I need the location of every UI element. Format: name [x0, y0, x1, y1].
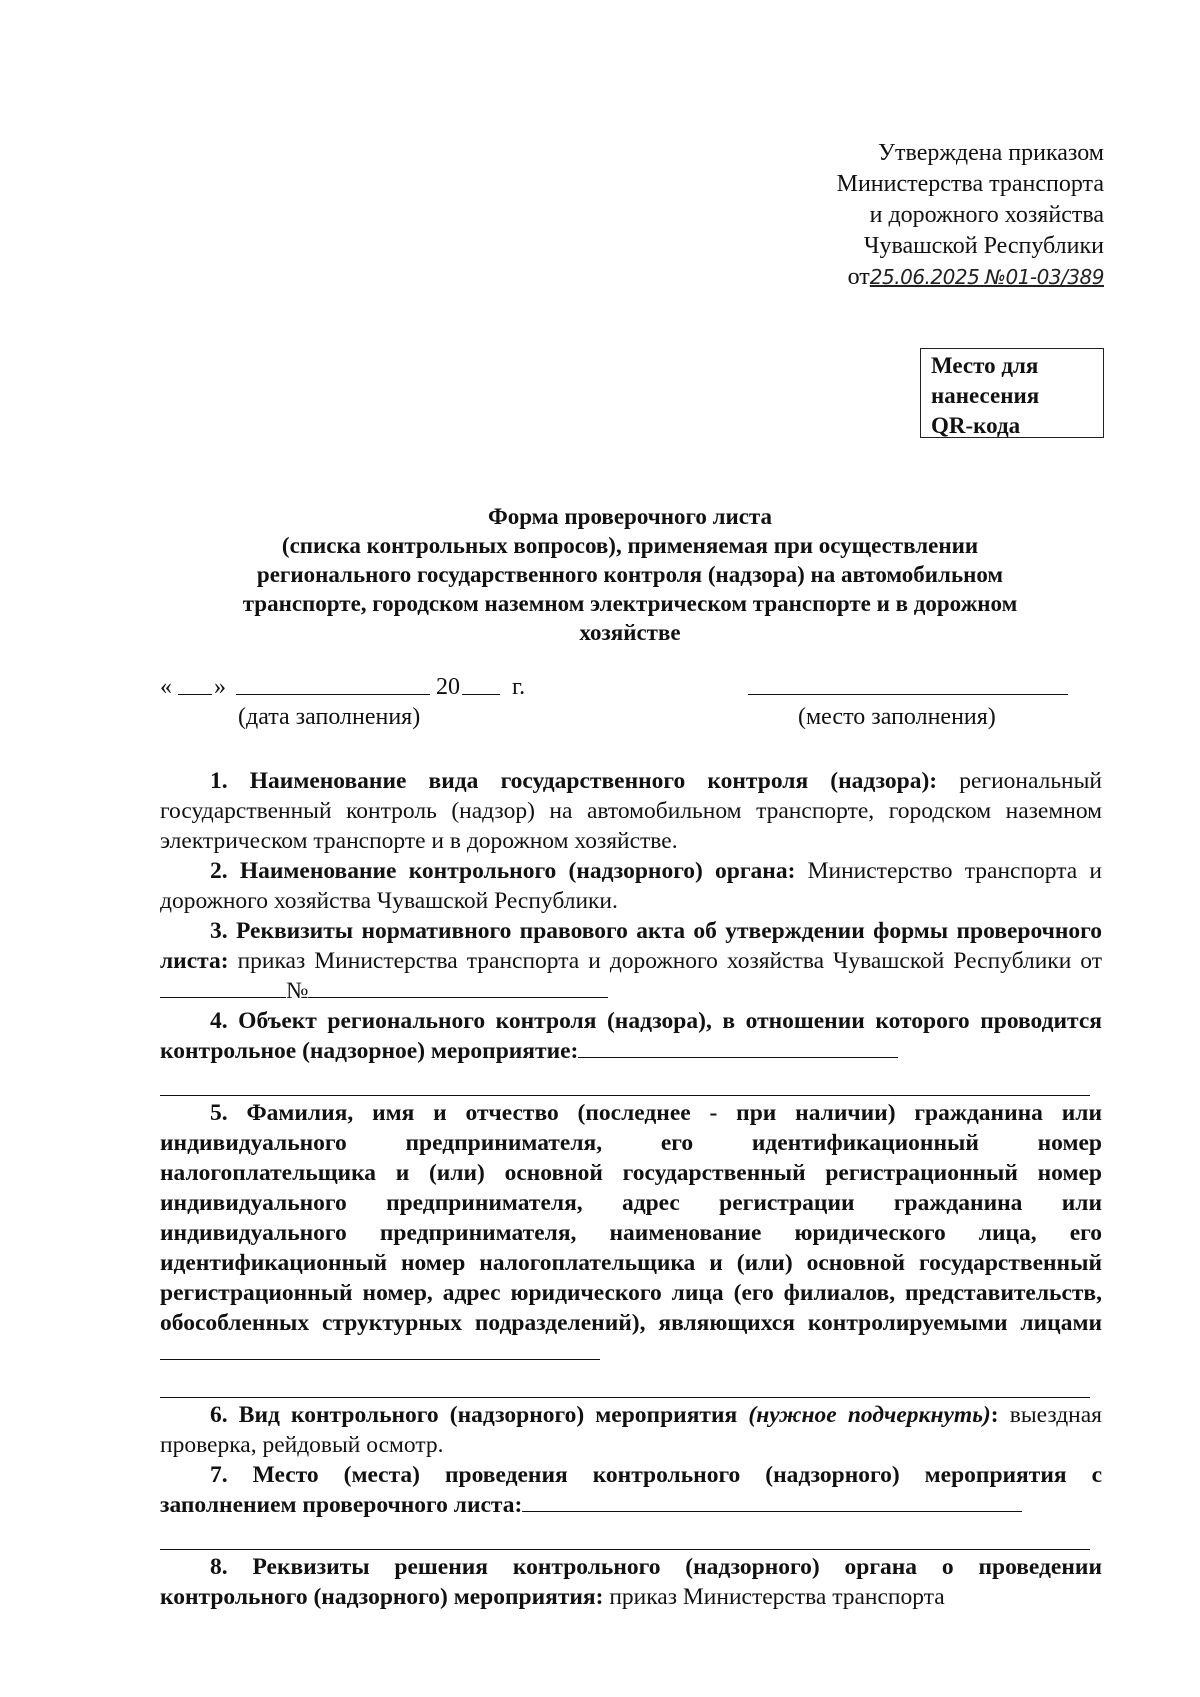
- item-3-number-sign: №: [286, 978, 309, 1004]
- item-5-blank[interactable]: [160, 1339, 600, 1360]
- quote-open: «: [160, 674, 172, 700]
- year-prefix: 20: [436, 674, 460, 700]
- title-line: регионального государственного контроля (надзора) на автомобильном: [256, 562, 1004, 587]
- item-1-heading: 1. Наименование вида государственного контроля (надзора):: [210, 768, 938, 794]
- item-8-text: приказ Министерства транспорта: [609, 1584, 945, 1610]
- item-3-number-blank[interactable]: [308, 977, 608, 998]
- item-2: [160, 856, 1102, 916]
- approval-line: Чувашской Республики: [863, 233, 1104, 259]
- date-place-row: [160, 674, 1100, 734]
- checklist-content: [160, 766, 1102, 1612]
- item-6-colon: :: [990, 1402, 999, 1428]
- item-6: [160, 1400, 1102, 1460]
- item-3: [160, 916, 1102, 1006]
- item-3-text: приказ Министерства транспорта и дорожного хозяйства Чувашской Республики от: [237, 948, 1103, 974]
- month-blank[interactable]: [236, 694, 430, 695]
- year-blank[interactable]: [462, 694, 500, 695]
- approval-line: и дорожного хозяйства: [869, 202, 1104, 228]
- approval-block: [837, 138, 1104, 293]
- quote-close: »: [214, 674, 226, 700]
- item-2-text: Министерство транспорта и дорожного хозяйства Чувашской Республики.: [160, 858, 1102, 914]
- item-4-extra-line[interactable]: [160, 1066, 1090, 1096]
- item-1: [160, 766, 1102, 856]
- place-caption: (место заполнения): [798, 704, 996, 730]
- item-3-heading: 3. Реквизиты нормативного правового акта об утверждении формы проверочного листа:: [160, 918, 1102, 974]
- item-3-date-blank[interactable]: [160, 977, 286, 998]
- item-4-blank[interactable]: [578, 1037, 898, 1058]
- approval-from-prefix: от: [847, 264, 870, 290]
- title-line: транспорте, городском наземном электрическом транспорте и в дорожном: [242, 591, 1018, 616]
- item-5: [160, 1098, 1102, 1368]
- item-5-heading: 5. Фамилия, имя и отчество (последнее - при наличии) гражданина или индивидуального предпринимателя, его идентификационный номер налогоплательщика и (или) основной государственный регистрационный номер индивидуального предпринимателя, адрес регистрации гражданина или индивидуального предпринимателя, наименование юридического лица, его идентификационный номер налогоплательщика и (или) основной государственный регистрационный номер, адрес юридического лица (его филиалов, представительств, обособленных структурных подразделений), являющихся контролируемыми лицами: [160, 1100, 1102, 1336]
- title-line: (списка контрольных вопросов), применяемая при осуществлении: [281, 533, 979, 558]
- item-5-extra-line[interactable]: [160, 1368, 1090, 1398]
- qr-box-line: QR-кода: [931, 413, 1021, 438]
- item-7: [160, 1460, 1102, 1520]
- qr-code-placeholder: [920, 348, 1104, 438]
- item-4-heading: 4. Объект регионального контроля (надзора), в отношении которого проводится контрольное (надзорное) мероприятие:: [160, 1008, 1102, 1064]
- approval-line: Министерства транспорта: [836, 171, 1104, 197]
- item-6-italic-note: (нужное подчеркнуть): [748, 1402, 991, 1428]
- title-line: Форма проверочного листа: [487, 504, 773, 529]
- item-7-blank[interactable]: [522, 1491, 1022, 1512]
- item-7-heading: 7. Место (места) проведения контрольного (надзорного) мероприятия с заполнением проверочного листа:: [160, 1462, 1102, 1518]
- item-1-text: региональный государственный контроль (надзор) на автомобильном транспорте, городском наземном электрическом транспорте и в дорожном хозяйстве.: [160, 768, 1102, 854]
- document-title: [160, 502, 1100, 647]
- item-8: [160, 1552, 1102, 1612]
- qr-box-line: нанесения: [931, 383, 1040, 408]
- qr-box-line: Место для: [931, 353, 1039, 378]
- title-line: хозяйстве: [579, 620, 681, 645]
- item-6-heading: 6. Вид контрольного (надзорного) мероприятия: [210, 1402, 738, 1428]
- approval-date-line: [837, 262, 1104, 293]
- place-blank[interactable]: [748, 694, 1068, 695]
- item-7-extra-line[interactable]: [160, 1520, 1090, 1550]
- day-blank[interactable]: [178, 694, 212, 695]
- item-4: [160, 1006, 1102, 1066]
- year-suffix: г.: [512, 674, 526, 700]
- date-caption: (дата заполнения): [238, 704, 421, 730]
- item-2-heading: 2. Наименование контрольного (надзорного) органа:: [210, 858, 796, 884]
- item-8-heading: 8. Реквизиты решения контрольного (надзорного) органа о проведении контрольного (надзорного) мероприятия:: [160, 1554, 1102, 1610]
- item-6-text: выездная проверка, рейдовый осмотр.: [160, 1402, 1102, 1458]
- approval-line: Утверждена приказом: [878, 140, 1104, 166]
- handwritten-date-number: 25.06.2025 №01-03/389: [869, 265, 1104, 289]
